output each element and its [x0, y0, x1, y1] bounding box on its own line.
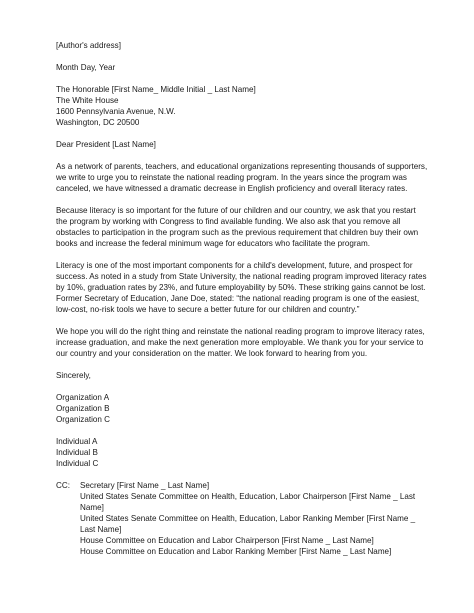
recipient-address — [56, 84, 428, 128]
recipient-office: The White House — [56, 96, 119, 105]
body-paragraph-4: We hope you will do the right thing and reinstate the national reading program to improve literacy rates, increase graduation, and make the next generation more employable. We thank you for your service to our country and your consideration on the matter. We look forward to hearing from you. — [56, 327, 425, 358]
cc-list — [80, 480, 428, 557]
individual-signatories — [56, 436, 428, 469]
cc-recipient: United States Senate Committee on Health, Education, Labor Chairperson [First Name _ Last Name] — [80, 492, 416, 512]
organization-signatory: Organization A — [56, 393, 110, 402]
cc-recipient: House Committee on Education and Labor Ranking Member [First Name _ Last Name] — [80, 547, 392, 556]
cc-section — [56, 480, 428, 557]
letter — [56, 40, 428, 557]
author-address: [Author's address] — [56, 41, 121, 50]
letter-date: Month Day, Year — [56, 63, 116, 72]
body-paragraph-2: Because literacy is so important for the future of our children and our country, we ask that you restart the program by working with Congress to find available funding. We also ask that you remove all obstacles to participation in the program such as the previous requirement that children buy their own books and increase the federal minimum wage for educators who facilitate the program. — [56, 206, 419, 248]
recipient-city: Washington, DC 20500 — [56, 118, 140, 127]
recipient-street: 1600 Pennsylvania Avenue, N.W. — [56, 107, 176, 116]
closing: Sincerely, — [56, 371, 91, 380]
organization-signatories — [56, 392, 428, 425]
cc-recipient: House Committee on Education and Labor Chairperson [First Name _ Last Name] — [80, 536, 374, 545]
individual-signatory: Individual A — [56, 437, 98, 446]
body-paragraph-3: Literacy is one of the most important components for a child's development, future, and prospect for success. As noted in a study from State University, the national reading program improved literacy rates by 10%, graduation rates by 23%, and future employability by 50%. These striking gains cannot be lost. Former Secretary of Education, Jane Doe, stated: “the national reading program is one of the easiest, low-cost, no-risk tools we have to secure a better future for our children and country.” — [56, 261, 427, 314]
organization-signatory: Organization B — [56, 404, 110, 413]
cc-label: CC: — [56, 481, 70, 490]
body-paragraph-1: As a network of parents, teachers, and educational organizations representing thousands of supporters, we write to urge you to reinstate the national reading program. In the years since the program was canceled, we have witnessed a dramatic decrease in English proficiency and overall literacy rates. — [56, 162, 428, 193]
cc-recipient: United States Senate Committee on Health, Education, Labor Ranking Member [First Name _ Last Name] — [80, 514, 416, 534]
organization-signatory: Organization C — [56, 415, 110, 424]
recipient-name: The Honorable [First Name_ Middle Initial _ Last Name] — [56, 85, 256, 94]
salutation: Dear President [Last Name] — [56, 140, 156, 149]
individual-signatory: Individual B — [56, 448, 98, 457]
cc-recipient: Secretary [First Name _ Last Name] — [80, 481, 210, 490]
individual-signatory: Individual C — [56, 459, 99, 468]
